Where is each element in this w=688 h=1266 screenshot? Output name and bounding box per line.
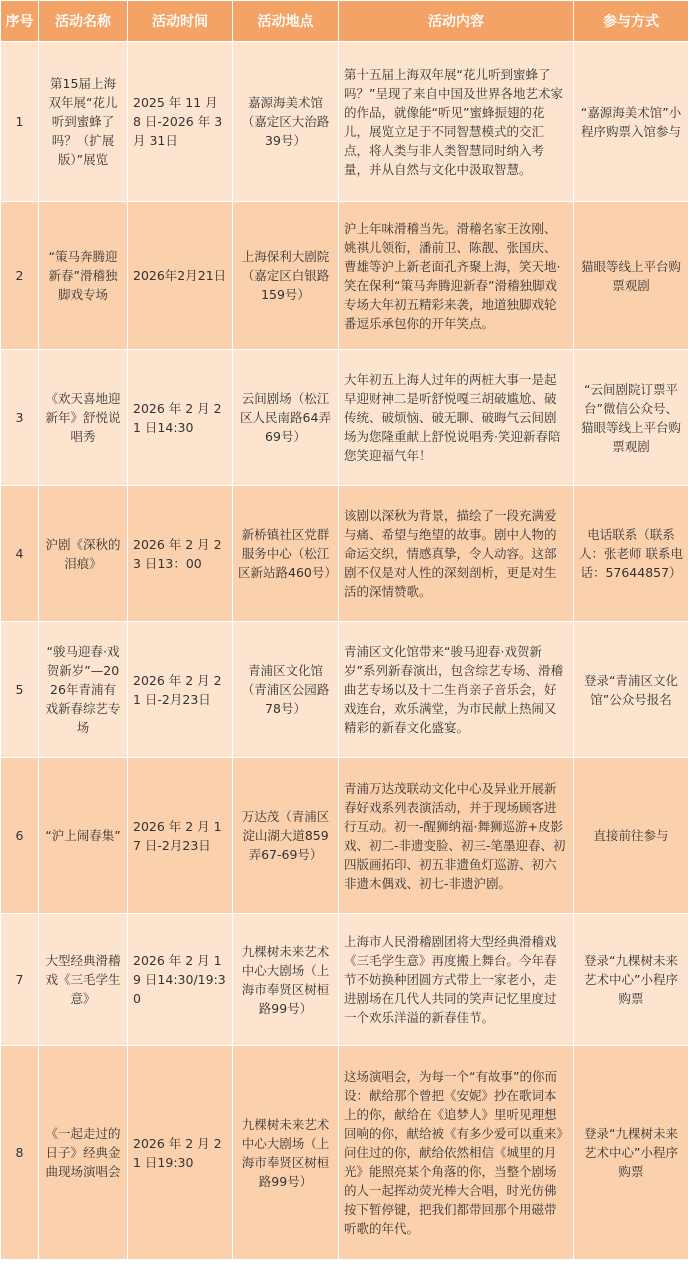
cell-time: 2026 年 2 月 21 日19:30 [128, 1046, 233, 1260]
cell-name: 沪剧《深秋的泪痕》 [39, 486, 128, 622]
cell-method: 登录“九棵树未来艺术中心”小程序购票 [574, 1046, 688, 1260]
table-row [1, 486, 688, 622]
cell-name: “策马奔腾迎新春”滑稽独脚戏专场 [39, 202, 128, 350]
cell-index: 1 [1, 42, 39, 202]
table-row [1, 1046, 688, 1260]
cell-place: 嘉源海美术馆（嘉定区大治路39号） [233, 42, 339, 202]
cell-content: 上海市人民滑稽剧团将大型经典滑稽戏《三毛学生意》再度搬上舞台。今年春节不妨换种团圆方式带上一家老小，走进剧场在几代人共同的笑声记忆里度过一个欢乐洋溢的新春佳节。 [339, 914, 574, 1046]
table-row [1, 42, 688, 202]
cell-time: 2026 年 2 月 19 日14:30/19:30 [128, 914, 233, 1046]
cell-place: 九棵树未来艺术中心大剧场（上海市奉贤区树桓路99号） [233, 1046, 339, 1260]
cell-name: “骏马迎春·戏贺新岁”—2026年青浦有戏新春综艺专场 [39, 622, 128, 758]
table-row [1, 350, 688, 486]
cell-content: 青浦万达茂联动文化中心及异业开展新春好戏系列表演活动，并于现场顾客进行互动。初一-醒狮纳福·舞狮巡游+皮影戏、初二-非遗变脸、初三-笔墨迎春、初四版画拓印、初五非遗鱼灯巡游、初六非遗木偶戏、初七-非遗沪剧。 [339, 758, 574, 914]
cell-content: 该剧以深秋为背景，描绘了一段充满爱与痛、希望与绝望的故事。剧中人物的命运交织，情感真挚，令人动容。这部剧不仅是对人性的深刻剖析，更是对生活的深情赞歌。 [339, 486, 574, 622]
cell-time: 2026 年 2 月 23 日13：00 [128, 486, 233, 622]
header-method: 参与方式 [574, 1, 688, 42]
table-row [1, 758, 688, 914]
cell-place: 九棵树未来艺术中心大剧场（上海市奉贤区树桓路99号） [233, 914, 339, 1046]
header-time: 活动时间 [128, 1, 233, 42]
cell-place: 青浦区文化馆（青浦区公园路78号） [233, 622, 339, 758]
cell-place: 新桥镇社区党群服务中心（松江区新站路460号） [233, 486, 339, 622]
cell-name: 第15届上海双年展“花儿听到蜜蜂了吗？（扩展版）”展览 [39, 42, 128, 202]
cell-method: “云间剧院订票平台”微信公众号、猫眼等线上平台购票观剧 [574, 350, 688, 486]
table-row [1, 622, 688, 758]
cell-index: 4 [1, 486, 39, 622]
cell-method: 登录“青浦区文化馆”公众号报名 [574, 622, 688, 758]
cell-method: 登录“九棵树未来艺术中心”小程序购票 [574, 914, 688, 1046]
cell-time: 2026 年 2 月 21 日-2月23日 [128, 622, 233, 758]
header-name: 活动名称 [39, 1, 128, 42]
cell-content: 第十五届上海双年展“花儿听到蜜蜂了吗？”呈现了来自中国及世界各地艺术家的作品，就像能“听见”蜜蜂振翅的花儿，展览立足于不同智慧模式的交汇点，将人类与非人类智慧同时纳入考量，并从自然与文化中汲取智慧。 [339, 42, 574, 202]
cell-index: 8 [1, 1046, 39, 1260]
cell-name: 《欢天喜地迎新年》舒悦说唱秀 [39, 350, 128, 486]
cell-content: 大年初五上海人过年的两桩大事一是起早迎财神二是听舒悦嘎三胡破尴尬、破传统、破烦恼、破无聊、破晦气云间剧场为您隆重献上舒悦说唱秀·笑迎新春陪您笑迎福气年！ [339, 350, 574, 486]
cell-content: 青浦区文化馆带来“骏马迎春·戏贺新岁”系列新春演出，包含综艺专场、滑稽曲艺专场以及十二生肖亲子音乐会，好戏连台，欢乐满堂，为市民献上热闹又精彩的新春文化盛宴。 [339, 622, 574, 758]
cell-index: 2 [1, 202, 39, 350]
cell-index: 6 [1, 758, 39, 914]
cell-place: 万达茂（青浦区淀山湖大道859弄67-69号） [233, 758, 339, 914]
cell-name: 《一起走过的日子》经典金曲现场演唱会 [39, 1046, 128, 1260]
cell-content: 沪上年味滑稽当先。滑稽名家王汝刚、姚祺儿领衔，潘前卫、陈靓、张国庆、曹雄等沪上新老面孔齐聚上海，笑天地·笑在保利“策马奔腾迎新春”滑稽独脚戏专场大年初五精彩来袭，地道独脚戏轮番逗乐承包你的开年笑点。 [339, 202, 574, 350]
cell-index: 3 [1, 350, 39, 486]
cell-index: 5 [1, 622, 39, 758]
cell-time: 2026年2月21日 [128, 202, 233, 350]
table-header-row [1, 1, 688, 42]
table-row [1, 202, 688, 350]
cell-method: “嘉源海美术馆”小程序购票入馆参与 [574, 42, 688, 202]
cell-place: 云间剧场（松江区人民南路64弄69号） [233, 350, 339, 486]
cell-method: 直接前往参与 [574, 758, 688, 914]
cell-name: 大型经典滑稽戏《三毛学生意》 [39, 914, 128, 1046]
cell-name: “沪上闹春集” [39, 758, 128, 914]
header-index: 序号 [1, 1, 39, 42]
cell-method: 电话联系（联系人：张老师 联系电话：57644857） [574, 486, 688, 622]
cell-time: 2025 年 11 月 8 日-2026 年 3 月 31日 [128, 42, 233, 202]
cell-method: 猫眼等线上平台购票观剧 [574, 202, 688, 350]
cell-place: 上海保利大剧院（嘉定区白银路159号） [233, 202, 339, 350]
cell-time: 2026 年 2 月 17 日-2月23日 [128, 758, 233, 914]
cell-time: 2026 年 2 月 21 日14:30 [128, 350, 233, 486]
cell-content: 这场演唱会，为每一个“有故事”的你而设：献给那个曾把《安妮》抄在歌词本上的你，献给在《追梦人》里听见理想回响的你，献给被《有多少爱可以重来》问住过的你，献给依然相信《城里的月光》能照亮某个角落的你，当整个剧场的人一起挥动荧光棒大合唱，时光仿佛按下暂停键，把我们都带回那个用磁带听歌的年代。 [339, 1046, 574, 1260]
cell-index: 7 [1, 914, 39, 1046]
header-place: 活动地点 [233, 1, 339, 42]
table-row [1, 914, 688, 1046]
header-content: 活动内容 [339, 1, 574, 42]
